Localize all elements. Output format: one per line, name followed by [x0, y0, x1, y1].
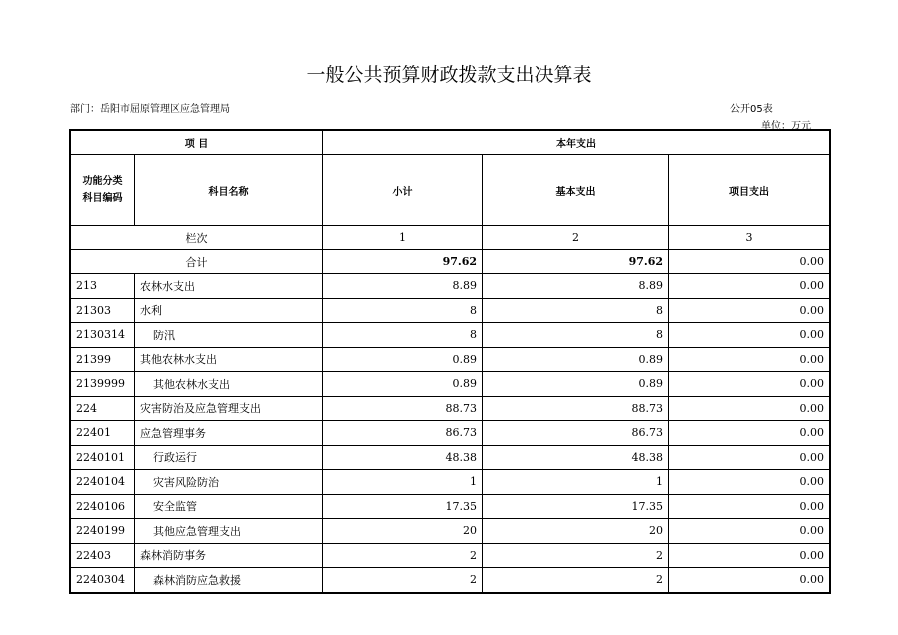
header-subject-name: 科目名称: [135, 155, 323, 226]
total-label: 合计: [71, 250, 323, 274]
table-row: [71, 347, 830, 372]
total-subtotal: 97.62: [323, 250, 483, 274]
department-label: 部门：岳阳市屈原管理区应急管理局: [70, 104, 230, 115]
row-subtotal: 20: [323, 519, 483, 544]
budget-table: [70, 130, 830, 593]
table-row: [71, 421, 830, 446]
row-basic: 20: [483, 519, 669, 544]
row-name: 其他应急管理支出: [135, 519, 323, 544]
form-code: 公开05表: [730, 104, 773, 115]
row-name: 森林消防应急救援: [135, 568, 323, 593]
row-basic: 0.89: [483, 347, 669, 372]
row-name: 行政运行: [135, 445, 323, 470]
total-project: 0.00: [669, 250, 830, 274]
header-current-year: 本年支出: [323, 131, 830, 155]
table-row: [71, 519, 830, 544]
table-row: [71, 494, 830, 519]
column-index-1: 1: [323, 226, 483, 250]
row-project: 0.00: [669, 543, 830, 568]
row-basic: 48.38: [483, 445, 669, 470]
row-project: 0.00: [669, 421, 830, 446]
row-project: 0.00: [669, 372, 830, 397]
column-index-label: 栏次: [71, 226, 323, 250]
row-basic: 0.89: [483, 372, 669, 397]
table-row: [71, 396, 830, 421]
header-basic: 基本支出: [483, 155, 669, 226]
row-subtotal: 88.73: [323, 396, 483, 421]
row-code: 21399: [71, 347, 135, 372]
row-subtotal: 1: [323, 470, 483, 495]
row-name: 应急管理事务: [135, 421, 323, 446]
header-project: 项目支出: [669, 155, 830, 226]
row-name: 其他农林水支出: [135, 372, 323, 397]
table-row: [71, 372, 830, 397]
row-project: 0.00: [669, 347, 830, 372]
total-basic: 97.62: [483, 250, 669, 274]
unit-label: 单位：万元: [761, 121, 811, 132]
row-code: 224: [71, 396, 135, 421]
row-code: 2240101: [71, 445, 135, 470]
table-row: [71, 323, 830, 348]
row-code: 2139999: [71, 372, 135, 397]
row-subtotal: 86.73: [323, 421, 483, 446]
row-code: 22401: [71, 421, 135, 446]
row-code: 2130314: [71, 323, 135, 348]
row-project: 0.00: [669, 274, 830, 299]
row-subtotal: 2: [323, 568, 483, 593]
row-code: 213: [71, 274, 135, 299]
table-row: [71, 298, 830, 323]
row-subtotal: 17.35: [323, 494, 483, 519]
table-row: [71, 274, 830, 299]
row-name: 森林消防事务: [135, 543, 323, 568]
row-name: 其他农林水支出: [135, 347, 323, 372]
row-basic: 17.35: [483, 494, 669, 519]
row-subtotal: 8: [323, 298, 483, 323]
row-project: 0.00: [669, 445, 830, 470]
table-row: [71, 543, 830, 568]
header-item-group: 项 目: [71, 131, 323, 155]
row-subtotal: 8.89: [323, 274, 483, 299]
row-subtotal: 0.89: [323, 372, 483, 397]
row-code: 2240304: [71, 568, 135, 593]
row-project: 0.00: [669, 519, 830, 544]
row-name: 防汛: [135, 323, 323, 348]
row-name: 农林水支出: [135, 274, 323, 299]
header-subtotal: 小计: [323, 155, 483, 226]
column-index-3: 3: [669, 226, 830, 250]
row-subtotal: 0.89: [323, 347, 483, 372]
row-basic: 2: [483, 568, 669, 593]
row-basic: 86.73: [483, 421, 669, 446]
header-func-code: 功能分类 科目编码: [71, 155, 135, 226]
row-code: 2240106: [71, 494, 135, 519]
row-project: 0.00: [669, 470, 830, 495]
table-row: [71, 445, 830, 470]
row-project: 0.00: [669, 494, 830, 519]
row-code: 2240104: [71, 470, 135, 495]
row-subtotal: 48.38: [323, 445, 483, 470]
row-name: 灾害风险防治: [135, 470, 323, 495]
row-name: 灾害防治及应急管理支出: [135, 396, 323, 421]
row-basic: 8: [483, 298, 669, 323]
row-code: 21303: [71, 298, 135, 323]
row-code: 2240199: [71, 519, 135, 544]
row-project: 0.00: [669, 568, 830, 593]
row-project: 0.00: [669, 298, 830, 323]
row-subtotal: 2: [323, 543, 483, 568]
row-name: 水利: [135, 298, 323, 323]
row-basic: 1: [483, 470, 669, 495]
row-basic: 8: [483, 323, 669, 348]
row-code: 22403: [71, 543, 135, 568]
row-basic: 88.73: [483, 396, 669, 421]
row-basic: 2: [483, 543, 669, 568]
row-subtotal: 8: [323, 323, 483, 348]
table-row: [71, 470, 830, 495]
total-row: [71, 250, 830, 274]
row-project: 0.00: [669, 396, 830, 421]
row-name: 安全监管: [135, 494, 323, 519]
column-index-2: 2: [483, 226, 669, 250]
page-title: 一般公共预算财政拨款支出决算表: [306, 64, 592, 86]
row-basic: 8.89: [483, 274, 669, 299]
table-row: [71, 568, 830, 593]
row-project: 0.00: [669, 323, 830, 348]
